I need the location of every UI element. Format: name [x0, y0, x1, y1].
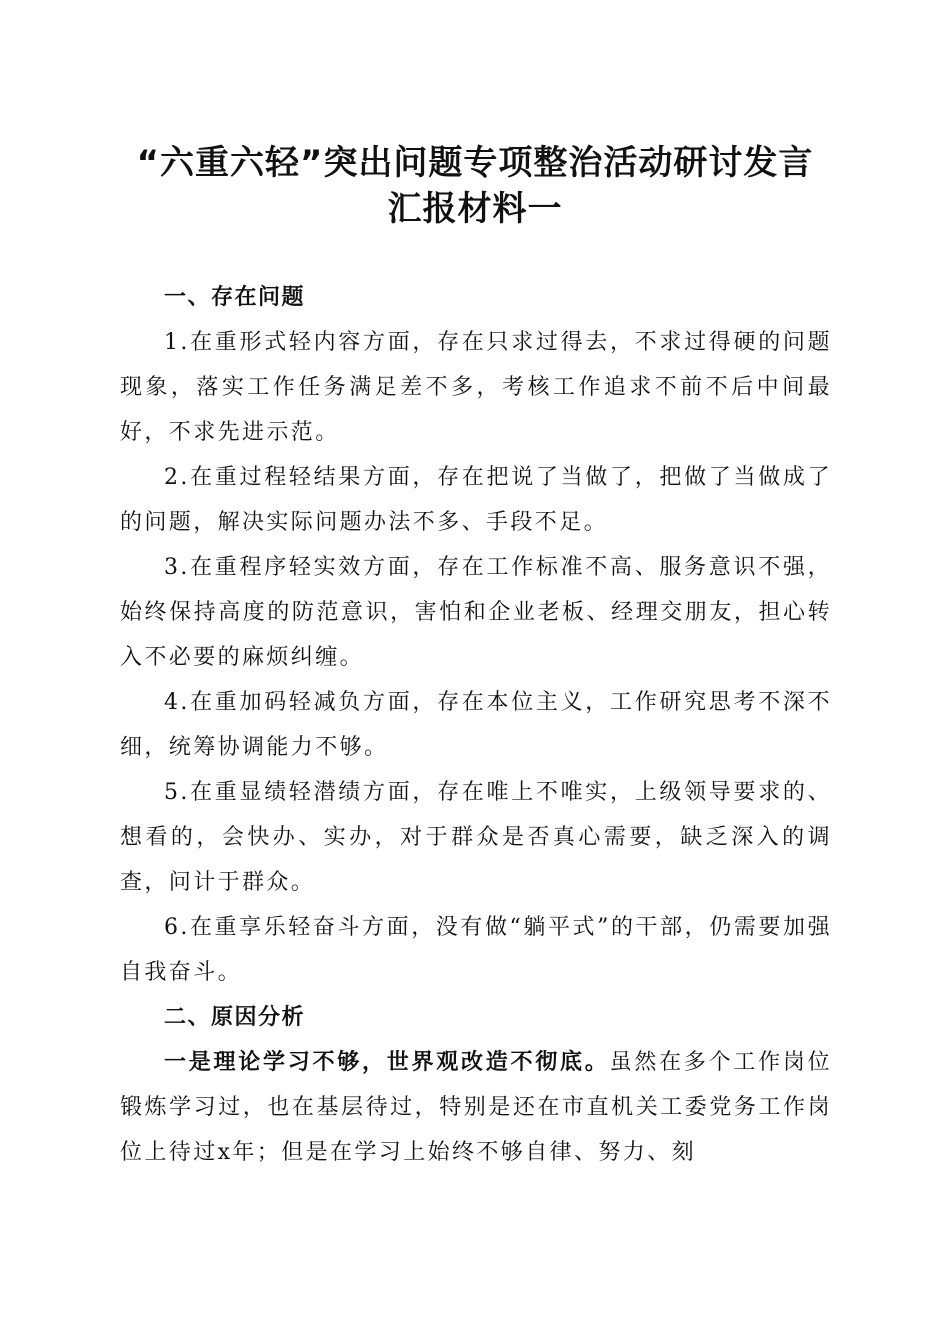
cause-lead-sentence: 一是理论学习不够，世界观改造不彻底。 [164, 1049, 610, 1075]
problem-item-4: 4.在重加码轻减负方面，存在本位主义，工作研究思考不深不细，统筹协调能力不够。 [120, 690, 832, 760]
document-title-line-1: “六重六轻”突出问题专项整治活动研讨发言 [136, 143, 814, 183]
problem-item-1: 1.在重形式轻内容方面，存在只求过得去，不求过得硬的问题现象，落实工作任务满足差不多，考核工作追求不前不后中间最好，不求先进示范。 [120, 330, 832, 445]
problem-item-6: 6.在重享乐轻奋斗方面，没有做“躺平式”的干部，仍需要加强自我奋斗。 [120, 915, 832, 985]
document-title-line-2: 汇报材料一 [387, 189, 563, 229]
problem-item-3: 3.在重程序轻实效方面，存在工作标准不高、服务意识不强，始终保持高度的防范意识，害怕和企业老板、经理交朋友，担心转入不必要的麻烦纠缠。 [120, 555, 832, 670]
section-heading-causes: 二、原因分析 [164, 1005, 306, 1030]
cause-body-text: 虽然在多个工作岗位锻炼学习过，也在基层待过，特别是还在市直机关工委党务工作岗位上待过x年；但是在学习上始终不够自律、努力、刻 [120, 1050, 832, 1165]
problem-item-2: 2.在重过程轻结果方面，存在把说了当做了，把做了当做成了的问题，解决实际问题办法不多、手段不足。 [120, 465, 832, 535]
problem-item-5: 5.在重显绩轻潜绩方面，存在唯上不唯实，上级领导要求的、想看的，会快办、实办，对于群众是否真心需要，缺乏深入的调查，问计于群众。 [120, 780, 832, 895]
document-body [120, 275, 832, 1175]
cause-paragraph-1 [120, 1040, 832, 1175]
section-heading-problems: 一、存在问题 [164, 285, 306, 310]
